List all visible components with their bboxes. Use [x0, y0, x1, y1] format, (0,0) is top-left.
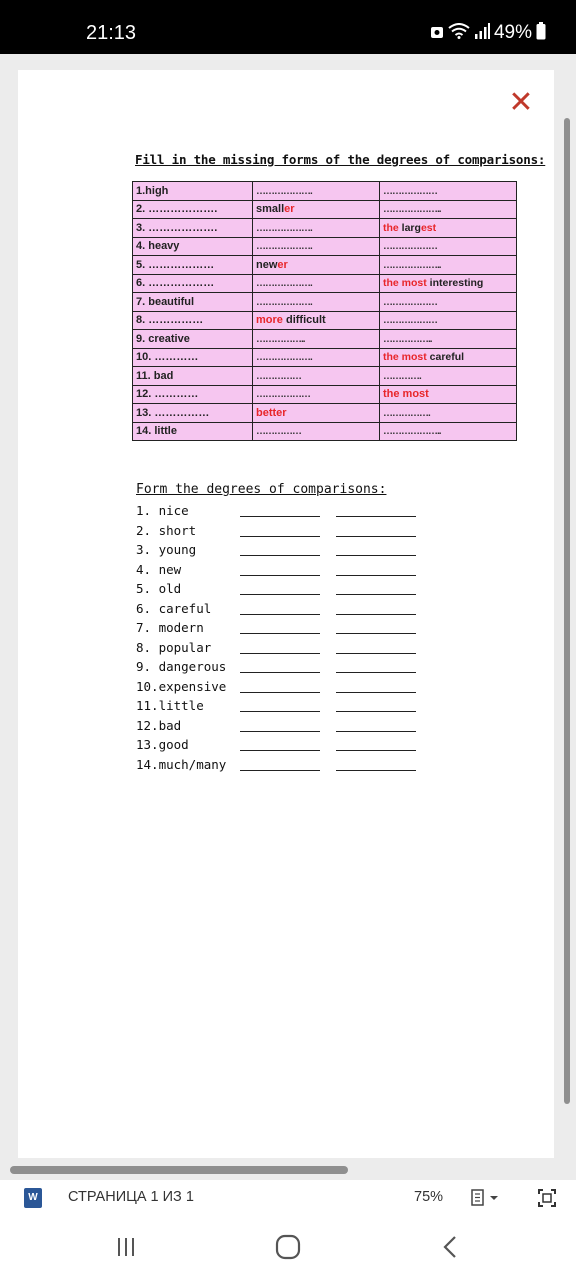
answer-blank-comparative: [240, 672, 320, 673]
list-item: [136, 600, 426, 620]
answer-blank-comparative: [240, 692, 320, 693]
table-cell-c2: [253, 404, 380, 423]
answer-blank-superlative: [336, 575, 416, 576]
table-cell-c1: [133, 311, 253, 330]
cell-text: ………….: [383, 370, 421, 382]
table-cell-c3: [380, 182, 517, 201]
table-cell-c1: [133, 219, 253, 238]
table-cell-c2: [253, 385, 380, 404]
table-row: [133, 274, 517, 293]
table-row: [133, 256, 517, 275]
table-row: [133, 311, 517, 330]
list-item: [136, 639, 426, 659]
list-item: [136, 717, 426, 737]
word-app-icon: W: [24, 1188, 42, 1208]
table-cell-c2: [253, 348, 380, 367]
table-cell-c3: [380, 422, 517, 441]
table-cell-c1: [133, 385, 253, 404]
table-cell-c3: [380, 293, 517, 312]
document-viewer[interactable]: [0, 54, 576, 1180]
table-row: [133, 237, 517, 256]
table-cell-c1: [133, 422, 253, 441]
table-cell-c1: [133, 256, 253, 275]
cell-text: 9. creative: [136, 332, 190, 345]
answer-blank-superlative: [336, 594, 416, 595]
table-row: [133, 422, 517, 441]
layout-menu-icon[interactable]: [470, 1189, 504, 1207]
word-label: 3. young: [136, 542, 197, 557]
table-row: [133, 367, 517, 386]
table-cell-c3: [380, 385, 517, 404]
cell-text: 8. ……………: [136, 314, 204, 327]
page-indicator: СТРАНИЦА 1 ИЗ 1: [68, 1189, 194, 1205]
table-cell-c3: [380, 237, 517, 256]
cell-text: ……………….: [256, 241, 312, 253]
table-cell-c3: [380, 404, 517, 423]
table-row: [133, 385, 517, 404]
table-cell-c3: [380, 330, 517, 349]
word-label: 9. dangerous: [136, 659, 227, 674]
table-cell-c3: [380, 311, 517, 330]
answer-blank-superlative: [336, 692, 416, 693]
cell-text: careful: [429, 351, 465, 364]
answer-blank-comparative: [240, 731, 320, 732]
cell-text: the most: [383, 388, 429, 401]
cell-text: ……………: [256, 370, 301, 382]
list-item: [136, 756, 426, 776]
cell-text: ………………: [383, 296, 437, 308]
table-cell-c1: [133, 367, 253, 386]
cell-text: ………………..: [383, 204, 441, 216]
answer-blank-superlative: [336, 555, 416, 556]
status-bar: [0, 0, 576, 54]
cell-text: …………….: [383, 407, 430, 419]
cell-text: ……………….: [256, 352, 312, 364]
table-cell-c3: [380, 348, 517, 367]
table-row: [133, 348, 517, 367]
cell-text: ……………: [256, 426, 301, 438]
answer-blank-superlative: [336, 614, 416, 615]
cell-text: ……………….: [256, 185, 312, 197]
cell-text: the most: [383, 351, 430, 364]
cell-text: ………………: [383, 241, 437, 253]
list-item: [136, 561, 426, 581]
cell-text: new: [256, 258, 278, 271]
cell-text: ………………..: [383, 426, 441, 438]
table-row: [133, 200, 517, 219]
table-cell-c3: [380, 274, 517, 293]
table-cell-c1: [133, 200, 253, 219]
cell-text: 5. ………………: [136, 258, 215, 271]
table-cell-c2: [253, 219, 380, 238]
cell-text: 14. little: [136, 425, 177, 438]
cell-text: ………………: [383, 315, 437, 327]
table-cell-c3: [380, 200, 517, 219]
cell-text: 1.high: [136, 184, 169, 197]
word-label: 13.good: [136, 737, 189, 752]
word-label: 6. careful: [136, 600, 212, 616]
answer-blank-comparative: [240, 575, 320, 576]
answer-blank-comparative: [240, 750, 320, 751]
horizontal-scrollbar[interactable]: [10, 1166, 348, 1174]
comparison-table: [132, 181, 517, 441]
cell-text: larg: [401, 221, 421, 234]
answer-blank-superlative: [336, 711, 416, 712]
table-cell-c3: [380, 219, 517, 238]
list-item: [136, 580, 426, 600]
table-cell-c1: [133, 348, 253, 367]
word-list: [136, 502, 426, 775]
table-cell-c3: [380, 256, 517, 275]
answer-blank-comparative: [240, 594, 320, 595]
answer-blank-comparative: [240, 711, 320, 712]
cell-text: 7. beautiful: [136, 295, 195, 308]
cell-text: 11. bad: [136, 369, 174, 382]
answer-blank-comparative: [240, 555, 320, 556]
table-row: [133, 330, 517, 349]
word-label: 11.little: [136, 698, 204, 713]
answer-blank-superlative: [336, 672, 416, 673]
table-cell-c2: [253, 200, 380, 219]
cell-text: small: [256, 203, 285, 216]
cell-text: ………………..: [383, 259, 441, 271]
cell-text: er: [284, 203, 295, 216]
answer-blank-superlative: [336, 731, 416, 732]
table-cell-c2: [253, 256, 380, 275]
answer-blank-superlative: [336, 536, 416, 537]
clock: 21:13: [86, 22, 137, 44]
status-icons: [430, 22, 546, 44]
answer-blank-comparative: [240, 536, 320, 537]
table-row: [133, 182, 517, 201]
cell-text: 2. ……………….: [136, 203, 218, 216]
table-cell-c3: [380, 367, 517, 386]
list-item: [136, 678, 426, 698]
data-saver-icon: [430, 23, 444, 43]
answer-blank-superlative: [336, 633, 416, 634]
viewer-bottom-bar: [0, 1180, 576, 1214]
answer-blank-comparative: [240, 653, 320, 654]
table-cell-c2: [253, 182, 380, 201]
vertical-scrollbar[interactable]: [564, 118, 570, 1104]
battery-percent: 49%: [493, 22, 532, 43]
list-item: [136, 522, 426, 542]
list-item: [136, 502, 426, 522]
list-item: [136, 658, 426, 678]
answer-blank-comparative: [240, 516, 320, 517]
word-label: 8. popular: [136, 639, 212, 655]
cell-text: better: [256, 406, 287, 419]
list-item: [136, 697, 426, 717]
word-label: 1. nice: [136, 503, 189, 518]
battery-icon: [536, 22, 546, 44]
home-icon[interactable]: [268, 1232, 308, 1262]
table-cell-c2: [253, 274, 380, 293]
cell-text: 12. …………: [136, 388, 199, 401]
cell-text: ……………..: [256, 333, 305, 345]
cell-text: 6. ………………: [136, 277, 215, 290]
word-label: 10.expensive: [136, 678, 227, 694]
answer-blank-superlative: [336, 516, 416, 517]
answer-blank-comparative: [240, 770, 320, 771]
word-label: 7. modern: [136, 620, 204, 635]
list-item: [136, 736, 426, 756]
table-row: [133, 219, 517, 238]
table-cell-c2: [253, 330, 380, 349]
signal-icon: [474, 23, 490, 43]
cell-text: ……………..: [383, 333, 432, 345]
cell-text: ……………….: [256, 278, 312, 290]
cell-text: 4. heavy: [136, 240, 180, 253]
answer-blank-superlative: [336, 770, 416, 771]
table-row: [133, 404, 517, 423]
table-cell-c1: [133, 237, 253, 256]
document-page: [18, 70, 554, 1158]
table-cell-c1: [133, 182, 253, 201]
answer-blank-comparative: [240, 633, 320, 634]
table-cell-c2: [253, 293, 380, 312]
cell-text: ……………….: [256, 296, 312, 308]
table-cell-c2: [253, 367, 380, 386]
cell-text: interesting: [429, 277, 484, 290]
table-cell-c1: [133, 330, 253, 349]
cell-text: ………………: [383, 185, 437, 197]
cell-text: 10. …………: [136, 351, 199, 364]
section2-title: Form the degrees of comparisons:: [136, 482, 387, 497]
answer-blank-comparative: [240, 614, 320, 615]
cell-text: ………………: [256, 389, 310, 401]
table-cell-c1: [133, 404, 253, 423]
navigation-bar: [0, 1214, 576, 1280]
word-label: 4. new: [136, 561, 182, 577]
cell-text: the: [383, 221, 402, 234]
cell-text: difficult: [285, 314, 326, 327]
cell-text: 3. ……………….: [136, 221, 218, 234]
section1-title: Fill in the missing forms of the degrees of comparisons:: [135, 152, 546, 167]
table-cell-c2: [253, 422, 380, 441]
word-label: 5. old: [136, 581, 182, 596]
table-cell-c2: [253, 311, 380, 330]
table-cell-c2: [253, 237, 380, 256]
wifi-icon: [448, 23, 470, 43]
close-icon[interactable]: ✕: [508, 85, 534, 120]
cell-text: the most: [383, 277, 430, 290]
cell-text: 13. ……………: [136, 406, 210, 419]
word-label: 14.much/many: [136, 756, 227, 772]
cell-text: est: [420, 221, 437, 234]
answer-blank-superlative: [336, 750, 416, 751]
list-item: [136, 619, 426, 639]
cell-text: er: [277, 258, 288, 271]
answer-blank-superlative: [336, 653, 416, 654]
table-cell-c1: [133, 293, 253, 312]
table-cell-c1: [133, 274, 253, 293]
word-label: 2. short: [136, 522, 197, 538]
list-item: [136, 541, 426, 561]
table-row: [133, 293, 517, 312]
word-label: 12.bad: [136, 717, 182, 733]
zoom-level[interactable]: 75%: [414, 1189, 444, 1205]
recent-apps-icon[interactable]: [106, 1232, 146, 1262]
back-icon[interactable]: [430, 1232, 470, 1262]
cell-text: more: [256, 314, 286, 327]
fit-screen-icon[interactable]: [537, 1188, 557, 1208]
cell-text: ……………….: [256, 222, 312, 234]
